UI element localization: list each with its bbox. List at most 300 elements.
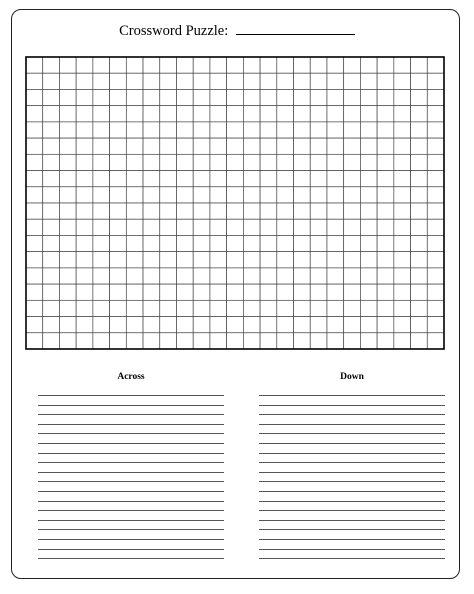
grid-cell[interactable] — [294, 171, 311, 187]
grid-cell[interactable] — [360, 122, 377, 138]
grid-cell[interactable] — [327, 171, 344, 187]
grid-cell[interactable] — [394, 203, 411, 219]
grid-cell[interactable] — [126, 284, 143, 300]
down-clue-line[interactable] — [259, 491, 445, 492]
grid-cell[interactable] — [176, 106, 193, 122]
grid-cell[interactable] — [59, 138, 76, 154]
grid-cell[interactable] — [76, 73, 93, 89]
grid-cell[interactable] — [277, 73, 294, 89]
grid-cell[interactable] — [310, 106, 327, 122]
grid-cell[interactable] — [210, 300, 227, 316]
grid-cell[interactable] — [294, 57, 311, 73]
grid-cell[interactable] — [260, 138, 277, 154]
grid-cell[interactable] — [110, 252, 127, 268]
grid-cell[interactable] — [394, 57, 411, 73]
grid-cell[interactable] — [43, 89, 60, 105]
grid-cell[interactable] — [160, 300, 177, 316]
grid-cell[interactable] — [260, 300, 277, 316]
grid-cell[interactable] — [59, 268, 76, 284]
grid-cell[interactable] — [26, 219, 43, 235]
down-clue-line[interactable] — [259, 539, 445, 540]
grid-cell[interactable] — [260, 268, 277, 284]
grid-cell[interactable] — [26, 235, 43, 251]
grid-cell[interactable] — [260, 73, 277, 89]
grid-cell[interactable] — [427, 154, 444, 170]
grid-cell[interactable] — [160, 235, 177, 251]
grid-cell[interactable] — [294, 317, 311, 333]
grid-cell[interactable] — [243, 171, 260, 187]
grid-cell[interactable] — [411, 252, 428, 268]
across-clue-line[interactable] — [38, 414, 224, 415]
grid-cell[interactable] — [160, 333, 177, 349]
grid-cell[interactable] — [360, 89, 377, 105]
grid-cell[interactable] — [411, 284, 428, 300]
grid-cell[interactable] — [360, 187, 377, 203]
grid-cell[interactable] — [277, 122, 294, 138]
grid-cell[interactable] — [243, 252, 260, 268]
grid-cell[interactable] — [394, 171, 411, 187]
grid-cell[interactable] — [160, 154, 177, 170]
grid-cell[interactable] — [377, 300, 394, 316]
grid-cell[interactable] — [260, 171, 277, 187]
grid-cell[interactable] — [176, 187, 193, 203]
grid-cell[interactable] — [344, 89, 361, 105]
down-clue-line[interactable] — [259, 462, 445, 463]
down-clue-line[interactable] — [259, 510, 445, 511]
grid-cell[interactable] — [93, 57, 110, 73]
grid-cell[interactable] — [176, 138, 193, 154]
grid-cell[interactable] — [327, 122, 344, 138]
across-clue-line[interactable] — [38, 424, 224, 425]
grid-cell[interactable] — [243, 154, 260, 170]
grid-cell[interactable] — [160, 57, 177, 73]
grid-cell[interactable] — [394, 89, 411, 105]
grid-cell[interactable] — [43, 284, 60, 300]
grid-cell[interactable] — [243, 57, 260, 73]
grid-cell[interactable] — [227, 300, 244, 316]
grid-cell[interactable] — [411, 106, 428, 122]
grid-cell[interactable] — [93, 333, 110, 349]
grid-cell[interactable] — [344, 122, 361, 138]
grid-cell[interactable] — [59, 219, 76, 235]
grid-cell[interactable] — [126, 235, 143, 251]
grid-cell[interactable] — [110, 284, 127, 300]
grid-cell[interactable] — [126, 154, 143, 170]
grid-cell[interactable] — [243, 268, 260, 284]
grid-cell[interactable] — [227, 187, 244, 203]
grid-cell[interactable] — [227, 73, 244, 89]
grid-cell[interactable] — [411, 219, 428, 235]
grid-cell[interactable] — [360, 235, 377, 251]
grid-cell[interactable] — [210, 171, 227, 187]
grid-cell[interactable] — [76, 154, 93, 170]
grid-cell[interactable] — [344, 333, 361, 349]
grid-cell[interactable] — [360, 171, 377, 187]
grid-cell[interactable] — [243, 219, 260, 235]
grid-cell[interactable] — [344, 317, 361, 333]
grid-cell[interactable] — [110, 138, 127, 154]
grid-cell[interactable] — [26, 300, 43, 316]
grid-cell[interactable] — [143, 106, 160, 122]
grid-cell[interactable] — [394, 252, 411, 268]
grid-cell[interactable] — [310, 187, 327, 203]
grid-cell[interactable] — [427, 235, 444, 251]
grid-cell[interactable] — [377, 73, 394, 89]
grid-cell[interactable] — [59, 122, 76, 138]
grid-cell[interactable] — [26, 333, 43, 349]
grid-cell[interactable] — [360, 106, 377, 122]
across-clue-line[interactable] — [38, 539, 224, 540]
grid-cell[interactable] — [377, 268, 394, 284]
grid-cell[interactable] — [327, 89, 344, 105]
title-blank-line[interactable] — [236, 22, 355, 35]
grid-cell[interactable] — [43, 187, 60, 203]
grid-cell[interactable] — [411, 317, 428, 333]
grid-cell[interactable] — [310, 317, 327, 333]
grid-cell[interactable] — [360, 203, 377, 219]
grid-cell[interactable] — [210, 106, 227, 122]
across-clue-line[interactable] — [38, 453, 224, 454]
grid-cell[interactable] — [143, 219, 160, 235]
grid-cell[interactable] — [176, 252, 193, 268]
grid-cell[interactable] — [176, 333, 193, 349]
grid-cell[interactable] — [394, 154, 411, 170]
grid-cell[interactable] — [176, 122, 193, 138]
grid-cell[interactable] — [193, 235, 210, 251]
grid-cell[interactable] — [377, 122, 394, 138]
grid-cell[interactable] — [411, 154, 428, 170]
grid-cell[interactable] — [344, 154, 361, 170]
grid-cell[interactable] — [327, 300, 344, 316]
grid-cell[interactable] — [210, 235, 227, 251]
grid-cell[interactable] — [277, 138, 294, 154]
grid-cell[interactable] — [344, 252, 361, 268]
grid-cell[interactable] — [277, 106, 294, 122]
grid-cell[interactable] — [310, 122, 327, 138]
grid-cell[interactable] — [110, 219, 127, 235]
grid-cell[interactable] — [360, 252, 377, 268]
grid-cell[interactable] — [210, 57, 227, 73]
grid-cell[interactable] — [176, 171, 193, 187]
grid-cell[interactable] — [327, 73, 344, 89]
grid-cell[interactable] — [327, 268, 344, 284]
grid-cell[interactable] — [160, 73, 177, 89]
grid-cell[interactable] — [126, 106, 143, 122]
grid-cell[interactable] — [394, 187, 411, 203]
grid-cell[interactable] — [59, 187, 76, 203]
grid-cell[interactable] — [344, 268, 361, 284]
grid-cell[interactable] — [143, 89, 160, 105]
grid-cell[interactable] — [310, 284, 327, 300]
grid-cell[interactable] — [260, 284, 277, 300]
grid-cell[interactable] — [427, 252, 444, 268]
grid-cell[interactable] — [143, 73, 160, 89]
grid-cell[interactable] — [294, 106, 311, 122]
down-clue-line[interactable] — [259, 395, 445, 396]
grid-cell[interactable] — [193, 122, 210, 138]
grid-cell[interactable] — [411, 57, 428, 73]
grid-cell[interactable] — [93, 203, 110, 219]
grid-cell[interactable] — [377, 154, 394, 170]
down-clue-line[interactable] — [259, 433, 445, 434]
grid-cell[interactable] — [310, 138, 327, 154]
grid-cell[interactable] — [76, 187, 93, 203]
across-clue-line[interactable] — [38, 510, 224, 511]
grid-cell[interactable] — [377, 219, 394, 235]
grid-cell[interactable] — [160, 106, 177, 122]
grid-cell[interactable] — [210, 333, 227, 349]
across-clue-line[interactable] — [38, 501, 224, 502]
grid-cell[interactable] — [59, 235, 76, 251]
grid-cell[interactable] — [360, 317, 377, 333]
grid-cell[interactable] — [227, 154, 244, 170]
grid-cell[interactable] — [43, 154, 60, 170]
grid-cell[interactable] — [344, 187, 361, 203]
down-clue-line[interactable] — [259, 501, 445, 502]
grid-cell[interactable] — [26, 171, 43, 187]
grid-cell[interactable] — [110, 122, 127, 138]
grid-cell[interactable] — [143, 252, 160, 268]
grid-cell[interactable] — [43, 333, 60, 349]
grid-cell[interactable] — [427, 317, 444, 333]
grid-cell[interactable] — [93, 138, 110, 154]
grid-cell[interactable] — [360, 73, 377, 89]
grid-cell[interactable] — [126, 203, 143, 219]
grid-cell[interactable] — [193, 106, 210, 122]
grid-cell[interactable] — [344, 203, 361, 219]
grid-cell[interactable] — [76, 333, 93, 349]
grid-cell[interactable] — [193, 154, 210, 170]
grid-cell[interactable] — [344, 73, 361, 89]
grid-cell[interactable] — [143, 122, 160, 138]
grid-cell[interactable] — [294, 284, 311, 300]
grid-cell[interactable] — [227, 317, 244, 333]
grid-cell[interactable] — [43, 268, 60, 284]
grid-cell[interactable] — [394, 106, 411, 122]
grid-cell[interactable] — [310, 171, 327, 187]
grid-cell[interactable] — [277, 171, 294, 187]
grid-cell[interactable] — [76, 317, 93, 333]
grid-cell[interactable] — [394, 235, 411, 251]
grid-cell[interactable] — [377, 187, 394, 203]
grid-cell[interactable] — [143, 57, 160, 73]
grid-cell[interactable] — [59, 171, 76, 187]
grid-cell[interactable] — [59, 284, 76, 300]
grid-cell[interactable] — [277, 284, 294, 300]
grid-cell[interactable] — [43, 106, 60, 122]
grid-cell[interactable] — [277, 154, 294, 170]
grid-cell[interactable] — [310, 57, 327, 73]
grid-cell[interactable] — [43, 73, 60, 89]
grid-cell[interactable] — [160, 138, 177, 154]
grid-cell[interactable] — [327, 219, 344, 235]
grid-cell[interactable] — [411, 235, 428, 251]
grid-cell[interactable] — [93, 122, 110, 138]
grid-cell[interactable] — [126, 219, 143, 235]
grid-cell[interactable] — [176, 235, 193, 251]
down-clue-line[interactable] — [259, 405, 445, 406]
grid-cell[interactable] — [210, 268, 227, 284]
grid-cell[interactable] — [411, 187, 428, 203]
grid-cell[interactable] — [110, 106, 127, 122]
grid-cell[interactable] — [210, 187, 227, 203]
grid-cell[interactable] — [110, 235, 127, 251]
grid-cell[interactable] — [59, 300, 76, 316]
grid-cell[interactable] — [243, 333, 260, 349]
grid-cell[interactable] — [411, 73, 428, 89]
grid-cell[interactable] — [294, 203, 311, 219]
grid-cell[interactable] — [260, 89, 277, 105]
grid-cell[interactable] — [427, 333, 444, 349]
grid-cell[interactable] — [126, 73, 143, 89]
grid-cell[interactable] — [143, 187, 160, 203]
grid-cell[interactable] — [327, 57, 344, 73]
grid-cell[interactable] — [294, 333, 311, 349]
grid-cell[interactable] — [26, 89, 43, 105]
grid-cell[interactable] — [227, 138, 244, 154]
grid-cell[interactable] — [310, 235, 327, 251]
grid-cell[interactable] — [227, 89, 244, 105]
grid-cell[interactable] — [243, 122, 260, 138]
grid-cell[interactable] — [193, 300, 210, 316]
grid-cell[interactable] — [227, 333, 244, 349]
grid-cell[interactable] — [176, 317, 193, 333]
grid-cell[interactable] — [260, 333, 277, 349]
grid-cell[interactable] — [411, 300, 428, 316]
grid-cell[interactable] — [394, 219, 411, 235]
grid-cell[interactable] — [310, 300, 327, 316]
grid-cell[interactable] — [277, 300, 294, 316]
grid-cell[interactable] — [344, 219, 361, 235]
grid-cell[interactable] — [76, 252, 93, 268]
grid-cell[interactable] — [143, 268, 160, 284]
grid-cell[interactable] — [110, 73, 127, 89]
grid-cell[interactable] — [193, 73, 210, 89]
across-clue-line[interactable] — [38, 529, 224, 530]
grid-cell[interactable] — [344, 106, 361, 122]
grid-cell[interactable] — [93, 106, 110, 122]
grid-cell[interactable] — [143, 138, 160, 154]
grid-cell[interactable] — [93, 154, 110, 170]
grid-cell[interactable] — [93, 252, 110, 268]
grid-cell[interactable] — [360, 154, 377, 170]
grid-cell[interactable] — [277, 333, 294, 349]
grid-cell[interactable] — [59, 57, 76, 73]
grid-cell[interactable] — [260, 219, 277, 235]
grid-cell[interactable] — [360, 284, 377, 300]
grid-cell[interactable] — [327, 106, 344, 122]
grid-cell[interactable] — [294, 252, 311, 268]
grid-cell[interactable] — [43, 219, 60, 235]
grid-cell[interactable] — [427, 73, 444, 89]
grid-cell[interactable] — [344, 235, 361, 251]
down-clue-line[interactable] — [259, 443, 445, 444]
grid-cell[interactable] — [176, 154, 193, 170]
grid-cell[interactable] — [427, 219, 444, 235]
grid-cell[interactable] — [394, 122, 411, 138]
grid-cell[interactable] — [294, 187, 311, 203]
grid-cell[interactable] — [243, 300, 260, 316]
grid-cell[interactable] — [26, 122, 43, 138]
grid-cell[interactable] — [59, 252, 76, 268]
grid-cell[interactable] — [59, 154, 76, 170]
grid-cell[interactable] — [210, 138, 227, 154]
grid-cell[interactable] — [143, 154, 160, 170]
grid-cell[interactable] — [26, 317, 43, 333]
down-clue-line[interactable] — [259, 549, 445, 550]
grid-cell[interactable] — [227, 268, 244, 284]
grid-cell[interactable] — [327, 317, 344, 333]
grid-cell[interactable] — [176, 73, 193, 89]
grid-cell[interactable] — [26, 106, 43, 122]
grid-cell[interactable] — [193, 284, 210, 300]
grid-cell[interactable] — [126, 317, 143, 333]
grid-cell[interactable] — [43, 171, 60, 187]
grid-cell[interactable] — [59, 333, 76, 349]
grid-cell[interactable] — [76, 268, 93, 284]
grid-cell[interactable] — [277, 57, 294, 73]
grid-cell[interactable] — [243, 89, 260, 105]
grid-cell[interactable] — [260, 252, 277, 268]
grid-cell[interactable] — [193, 333, 210, 349]
grid-cell[interactable] — [427, 171, 444, 187]
grid-cell[interactable] — [126, 57, 143, 73]
grid-cell[interactable] — [427, 203, 444, 219]
grid-cell[interactable] — [93, 187, 110, 203]
down-clue-line[interactable] — [259, 558, 445, 559]
grid-cell[interactable] — [126, 300, 143, 316]
grid-cell[interactable] — [176, 284, 193, 300]
down-clue-line[interactable] — [259, 472, 445, 473]
grid-cell[interactable] — [294, 268, 311, 284]
grid-cell[interactable] — [126, 333, 143, 349]
grid-cell[interactable] — [143, 235, 160, 251]
grid-cell[interactable] — [193, 57, 210, 73]
grid-cell[interactable] — [93, 268, 110, 284]
grid-cell[interactable] — [377, 317, 394, 333]
grid-cell[interactable] — [176, 300, 193, 316]
grid-cell[interactable] — [260, 106, 277, 122]
grid-cell[interactable] — [227, 219, 244, 235]
grid-cell[interactable] — [360, 300, 377, 316]
grid-cell[interactable] — [26, 284, 43, 300]
grid-cell[interactable] — [227, 252, 244, 268]
grid-cell[interactable] — [143, 284, 160, 300]
grid-cell[interactable] — [227, 203, 244, 219]
grid-cell[interactable] — [360, 57, 377, 73]
grid-cell[interactable] — [176, 268, 193, 284]
grid-cell[interactable] — [26, 138, 43, 154]
grid-cell[interactable] — [126, 171, 143, 187]
grid-cell[interactable] — [59, 73, 76, 89]
grid-cell[interactable] — [93, 219, 110, 235]
grid-cell[interactable] — [377, 284, 394, 300]
grid-cell[interactable] — [110, 317, 127, 333]
grid-cell[interactable] — [93, 284, 110, 300]
grid-cell[interactable] — [344, 138, 361, 154]
grid-cell[interactable] — [126, 187, 143, 203]
grid-cell[interactable] — [294, 73, 311, 89]
grid-cell[interactable] — [327, 138, 344, 154]
grid-cell[interactable] — [160, 252, 177, 268]
grid-cell[interactable] — [377, 57, 394, 73]
grid-cell[interactable] — [110, 333, 127, 349]
grid-cell[interactable] — [344, 284, 361, 300]
grid-cell[interactable] — [427, 122, 444, 138]
grid-cell[interactable] — [26, 154, 43, 170]
grid-cell[interactable] — [411, 333, 428, 349]
across-clue-line[interactable] — [38, 433, 224, 434]
